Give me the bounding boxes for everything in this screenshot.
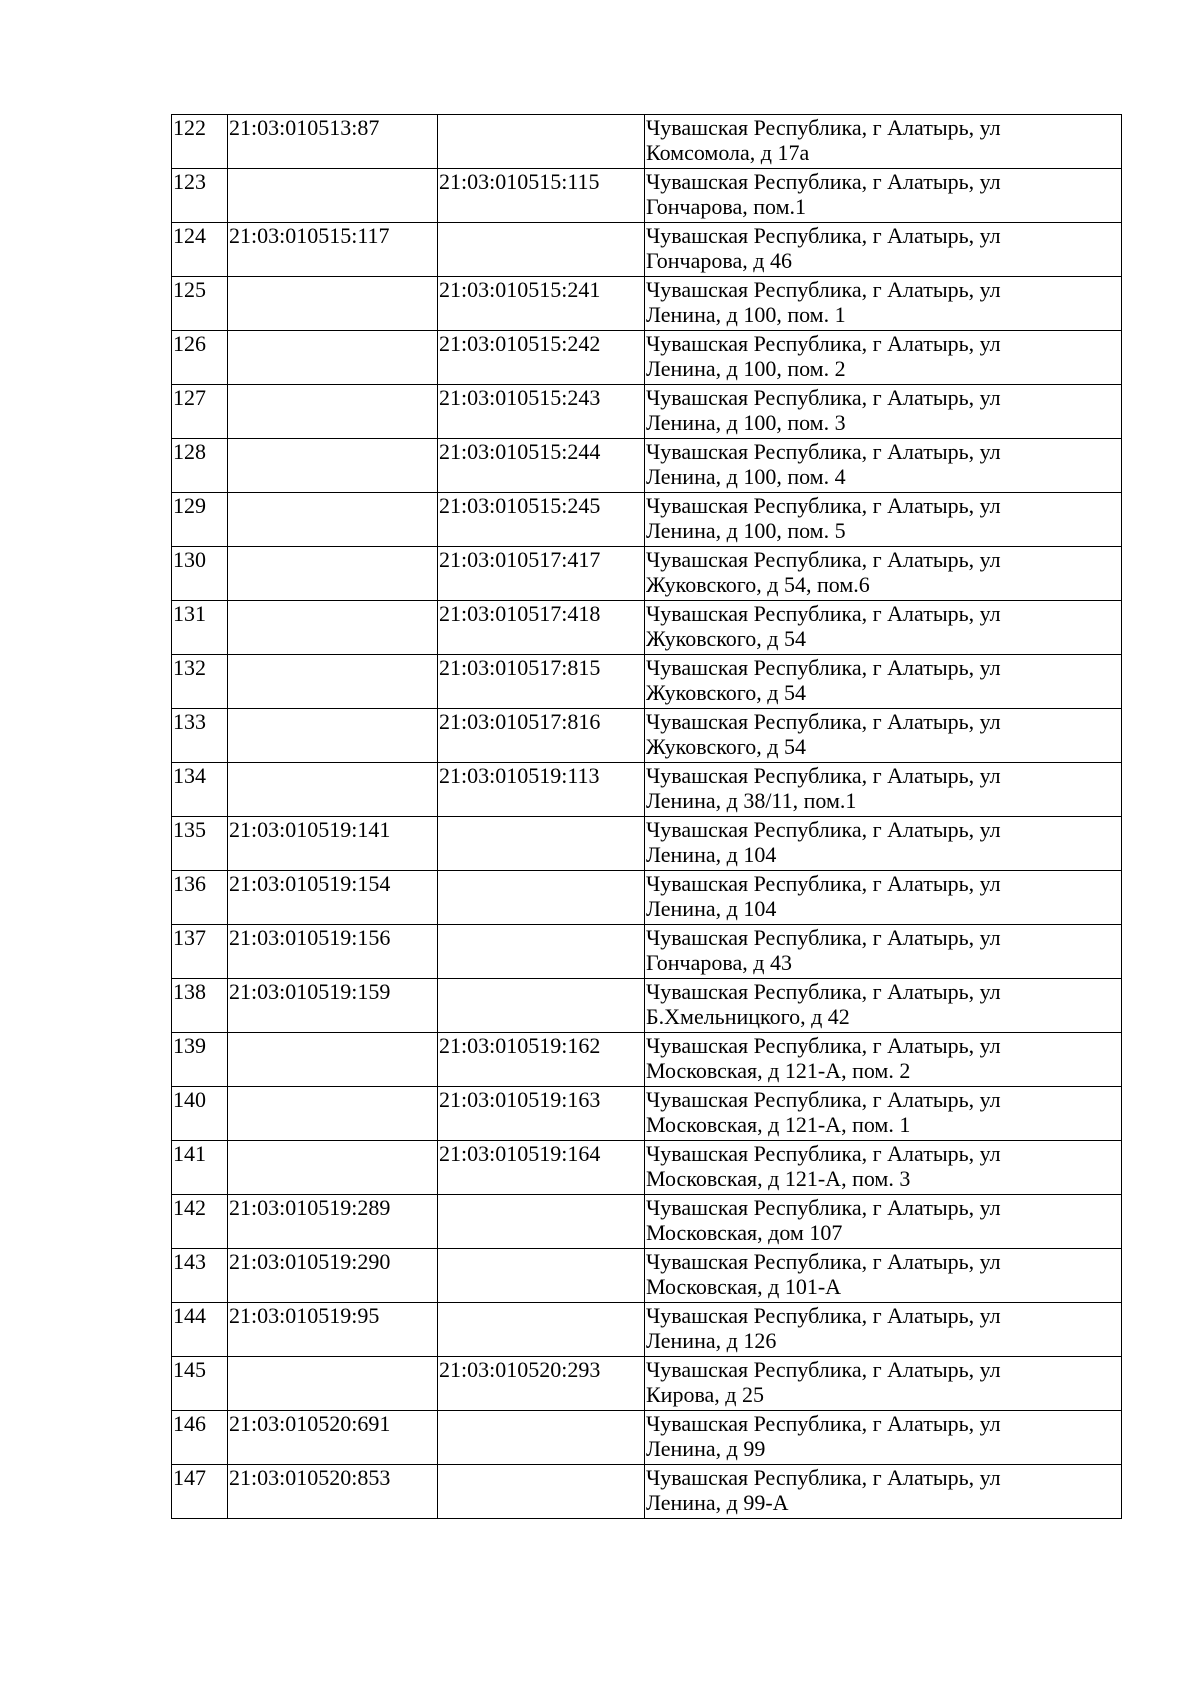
address-line: Ленина, д 100, пом. 3 [646,410,846,435]
premises-cadastral-number-cell [438,925,645,979]
premises-cadastral-number-cell: 21:03:010515:115 [438,169,645,223]
address-line: Ленина, д 38/11, пом.1 [646,788,857,813]
premises-cadastral-number-cell: 21:03:010515:242 [438,331,645,385]
premises-cadastral-number-cell [438,223,645,277]
row-number-cell: 147 [172,1465,228,1519]
table-row [172,925,1122,979]
row-number-cell: 130 [172,547,228,601]
cadastral-number-cell [228,655,438,709]
premises-cadastral-number-cell: 21:03:010519:164 [438,1141,645,1195]
address-line: Чувашская Республика, г Алатырь, ул [646,763,1001,788]
row-number-cell: 138 [172,979,228,1033]
cadastral-number-cell: 21:03:010519:289 [228,1195,438,1249]
row-number-cell: 124 [172,223,228,277]
row-number-cell: 131 [172,601,228,655]
table-row [172,763,1122,817]
row-number-cell: 140 [172,1087,228,1141]
table-row [172,655,1122,709]
address-line: Московская, д 121-А, пом. 2 [646,1058,911,1083]
table-row [172,871,1122,925]
table-row [172,331,1122,385]
premises-cadastral-number-cell: 21:03:010515:244 [438,439,645,493]
table-row [172,385,1122,439]
row-number-cell: 141 [172,1141,228,1195]
address-line: Чувашская Республика, г Алатырь, ул [646,817,1001,842]
address-line: Московская, д 121-А, пом. 1 [646,1112,911,1137]
address-line: Чувашская Республика, г Алатырь, ул [646,1303,1001,1328]
premises-cadastral-number-cell: 21:03:010515:241 [438,277,645,331]
cadastral-number-cell: 21:03:010519:141 [228,817,438,871]
row-number-cell: 136 [172,871,228,925]
cadastral-number-cell [228,331,438,385]
premises-cadastral-number-cell: 21:03:010519:162 [438,1033,645,1087]
premises-cadastral-number-cell [438,817,645,871]
cadastral-number-cell [228,385,438,439]
cadastral-number-cell: 21:03:010515:117 [228,223,438,277]
cadastral-number-cell [228,601,438,655]
address-cell [645,709,1122,763]
address-cell [645,1357,1122,1411]
cadastral-number-cell [228,1141,438,1195]
cadastral-number-cell: 21:03:010519:154 [228,871,438,925]
premises-cadastral-number-cell: 21:03:010517:815 [438,655,645,709]
address-cell [645,817,1122,871]
address-line: Чувашская Республика, г Алатырь, ул [646,979,1001,1004]
row-number-cell: 133 [172,709,228,763]
cadastral-number-cell [228,709,438,763]
row-number-cell: 128 [172,439,228,493]
address-line: Чувашская Республика, г Алатырь, ул [646,655,1001,680]
cadastral-number-cell [228,493,438,547]
cadastral-number-cell: 21:03:010513:87 [228,115,438,169]
address-line: Чувашская Республика, г Алатырь, ул [646,1033,1001,1058]
address-cell [645,115,1122,169]
address-line: Чувашская Республика, г Алатырь, ул [646,871,1001,896]
address-line: Московская, дом 107 [646,1220,843,1245]
row-number-cell: 139 [172,1033,228,1087]
row-number-cell: 145 [172,1357,228,1411]
cadastral-number-cell: 21:03:010520:853 [228,1465,438,1519]
address-line: Чувашская Республика, г Алатырь, ул [646,169,1001,194]
row-number-cell: 135 [172,817,228,871]
address-line: Жуковского, д 54 [646,680,806,705]
address-cell [645,979,1122,1033]
table-row [172,709,1122,763]
premises-cadastral-number-cell [438,979,645,1033]
row-number-cell: 143 [172,1249,228,1303]
premises-cadastral-number-cell: 21:03:010517:417 [438,547,645,601]
premises-cadastral-number-cell: 21:03:010517:418 [438,601,645,655]
row-number-cell: 122 [172,115,228,169]
cadastral-number-cell: 21:03:010519:156 [228,925,438,979]
table-row [172,1033,1122,1087]
row-number-cell: 144 [172,1303,228,1357]
cadastral-number-cell [228,277,438,331]
address-cell [645,223,1122,277]
row-number-cell: 132 [172,655,228,709]
address-cell [645,1303,1122,1357]
address-line: Ленина, д 100, пом. 1 [646,302,846,327]
address-line: Чувашская Республика, г Алатырь, ул [646,1249,1001,1274]
address-line: Чувашская Республика, г Алатырь, ул [646,1465,1001,1490]
address-cell [645,763,1122,817]
address-line: Ленина, д 100, пом. 2 [646,356,846,381]
premises-cadastral-number-cell [438,871,645,925]
table-row [172,1195,1122,1249]
address-line: Жуковского, д 54 [646,734,806,759]
row-number-cell: 123 [172,169,228,223]
address-line: Чувашская Республика, г Алатырь, ул [646,439,1001,464]
premises-cadastral-number-cell [438,1465,645,1519]
address-cell [645,439,1122,493]
address-line: Ленина, д 99 [646,1436,766,1461]
address-cell [645,547,1122,601]
table-row [172,547,1122,601]
address-cell [645,169,1122,223]
address-cell [645,331,1122,385]
address-line: Чувашская Республика, г Алатырь, ул [646,115,1001,140]
address-line: Ленина, д 126 [646,1328,777,1353]
address-cell [645,1087,1122,1141]
address-line: Чувашская Республика, г Алатырь, ул [646,277,1001,302]
address-line: Чувашская Республика, г Алатырь, ул [646,1141,1001,1166]
address-line: Комсомола, д 17а [646,140,810,165]
address-line: Б.Хмельницкого, д 42 [646,1004,850,1029]
table-row [172,493,1122,547]
address-line: Чувашская Республика, г Алатырь, ул [646,547,1001,572]
address-cell [645,925,1122,979]
address-cell [645,1411,1122,1465]
row-number-cell: 134 [172,763,228,817]
address-line: Гончарова, пом.1 [646,194,807,219]
premises-cadastral-number-cell: 21:03:010515:243 [438,385,645,439]
table-row [172,169,1122,223]
row-number-cell: 129 [172,493,228,547]
address-line: Чувашская Республика, г Алатырь, ул [646,223,1001,248]
premises-cadastral-number-cell [438,1411,645,1465]
premises-cadastral-number-cell [438,1195,645,1249]
table-row [172,1303,1122,1357]
table-row [172,979,1122,1033]
cadastral-number-cell [228,169,438,223]
address-cell [645,1033,1122,1087]
premises-cadastral-number-cell: 21:03:010517:816 [438,709,645,763]
table-row [172,817,1122,871]
premises-cadastral-number-cell: 21:03:010519:163 [438,1087,645,1141]
address-cell [645,871,1122,925]
cadastral-number-cell: 21:03:010520:691 [228,1411,438,1465]
row-number-cell: 127 [172,385,228,439]
premises-cadastral-number-cell [438,1303,645,1357]
address-cell [645,493,1122,547]
table-row [172,1249,1122,1303]
table-row [172,277,1122,331]
cadastral-number-cell: 21:03:010519:290 [228,1249,438,1303]
address-line: Московская, д 121-А, пом. 3 [646,1166,911,1191]
cadastral-number-cell [228,439,438,493]
premises-cadastral-number-cell: 21:03:010520:293 [438,1357,645,1411]
table-row [172,1141,1122,1195]
address-line: Чувашская Республика, г Алатырь, ул [646,493,1001,518]
premises-cadastral-number-cell [438,115,645,169]
cadastral-number-cell [228,763,438,817]
cadastral-number-cell [228,547,438,601]
address-line: Ленина, д 100, пом. 4 [646,464,846,489]
address-line: Ленина, д 100, пом. 5 [646,518,846,543]
address-cell [645,1195,1122,1249]
address-line: Гончарова, д 46 [646,248,792,273]
address-line: Жуковского, д 54, пом.6 [646,572,870,597]
address-line: Ленина, д 104 [646,842,777,867]
row-number-cell: 137 [172,925,228,979]
premises-cadastral-number-cell: 21:03:010519:113 [438,763,645,817]
table-row [172,223,1122,277]
address-line: Чувашская Республика, г Алатырь, ул [646,601,1001,626]
address-line: Московская, д 101-А [646,1274,842,1299]
address-line: Чувашская Республика, г Алатырь, ул [646,925,1001,950]
address-cell [645,601,1122,655]
address-line: Чувашская Республика, г Алатырь, ул [646,709,1001,734]
address-line: Жуковского, д 54 [646,626,806,651]
address-line: Гончарова, д 43 [646,950,792,975]
address-cell [645,1141,1122,1195]
property-table [171,114,1122,1519]
table-row [172,1357,1122,1411]
premises-cadastral-number-cell: 21:03:010515:245 [438,493,645,547]
address-cell [645,277,1122,331]
premises-cadastral-number-cell [438,1249,645,1303]
cadastral-number-cell: 21:03:010519:159 [228,979,438,1033]
table-row [172,115,1122,169]
table-row [172,601,1122,655]
table-row [172,1411,1122,1465]
cadastral-number-cell [228,1033,438,1087]
address-line: Чувашская Республика, г Алатырь, ул [646,1195,1001,1220]
address-line: Чувашская Республика, г Алатырь, ул [646,1087,1001,1112]
cadastral-number-cell: 21:03:010519:95 [228,1303,438,1357]
address-line: Кирова, д 25 [646,1382,765,1407]
row-number-cell: 142 [172,1195,228,1249]
cadastral-number-cell [228,1087,438,1141]
address-line: Ленина, д 104 [646,896,777,921]
address-cell [645,385,1122,439]
row-number-cell: 146 [172,1411,228,1465]
table-row [172,1087,1122,1141]
row-number-cell: 126 [172,331,228,385]
address-line: Ленина, д 99-А [646,1490,789,1515]
property-table-body [172,115,1122,1519]
address-cell [645,655,1122,709]
address-cell [645,1249,1122,1303]
address-line: Чувашская Республика, г Алатырь, ул [646,1357,1001,1382]
address-line: Чувашская Республика, г Алатырь, ул [646,385,1001,410]
address-line: Чувашская Республика, г Алатырь, ул [646,1411,1001,1436]
address-cell [645,1465,1122,1519]
table-row [172,439,1122,493]
table-row [172,1465,1122,1519]
row-number-cell: 125 [172,277,228,331]
cadastral-number-cell [228,1357,438,1411]
address-line: Чувашская Республика, г Алатырь, ул [646,331,1001,356]
